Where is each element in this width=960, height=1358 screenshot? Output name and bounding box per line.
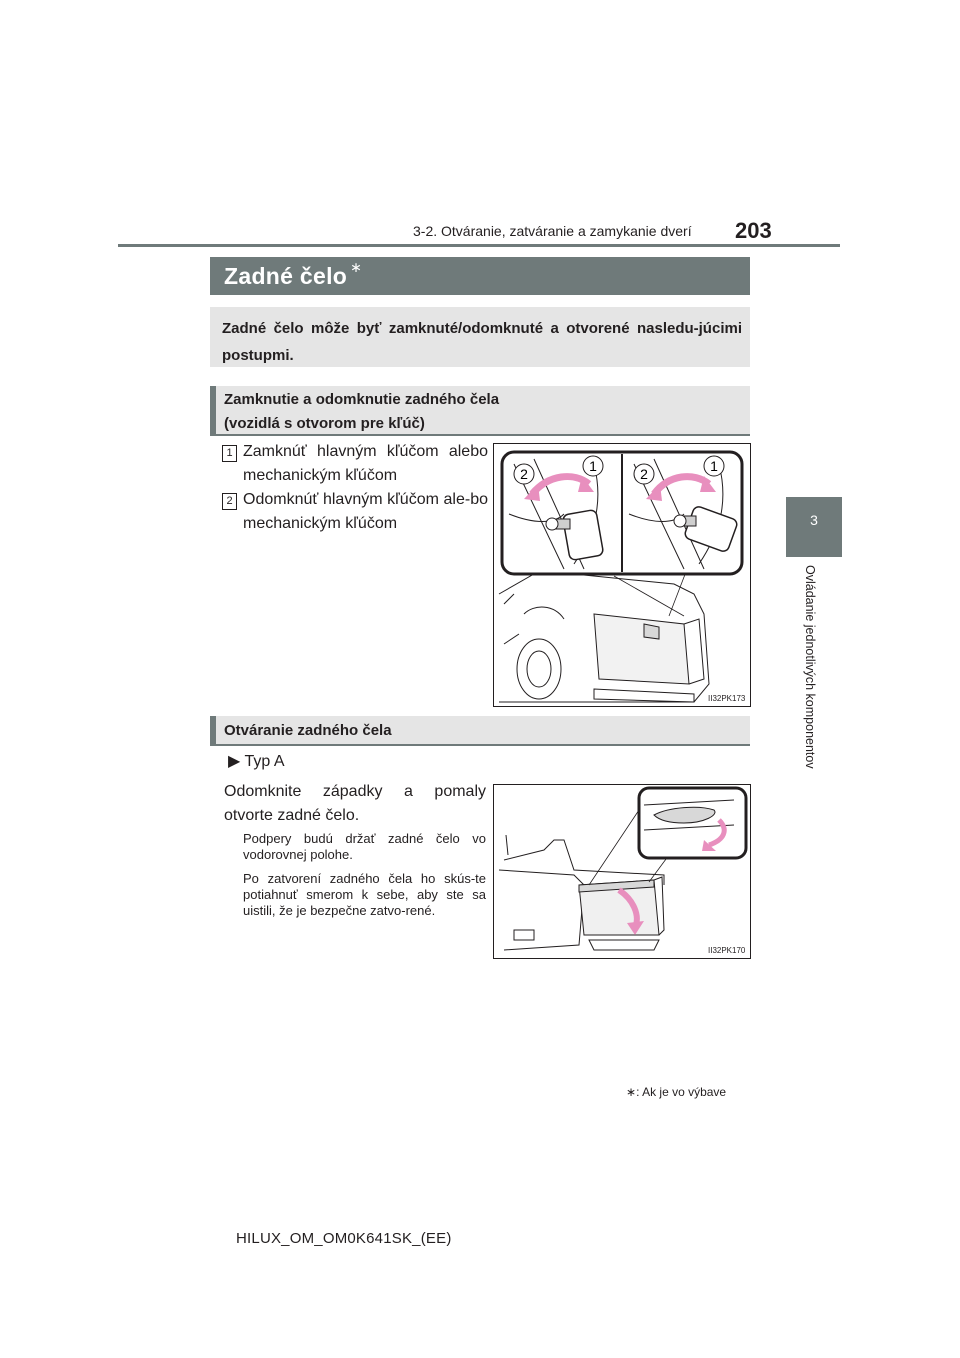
page-number: 203 [735, 218, 772, 243]
figure1-code: II32PK173 [708, 694, 746, 703]
fig1-label-b: 1 [589, 458, 597, 474]
section1-accent [210, 386, 216, 434]
key-lock-illustration [494, 444, 750, 706]
chapter-number: 3 [810, 512, 818, 528]
title-mark: ∗ [350, 259, 363, 275]
footnote [626, 1085, 726, 1099]
note-check-closed: Po zatvorení zadného čela ho skús-te potiahnuť smerom k sebe, aby ste sa uistili, že je bezpečne zatvo-rené. [243, 871, 486, 918]
section1-heading [224, 388, 499, 436]
step-number-1: 1 [222, 445, 237, 462]
figure-key-lock [493, 443, 751, 707]
note-supports: Podpery budú držať zadné čelo vo vodorovnej polohe. [243, 831, 486, 862]
header-rule [118, 244, 840, 247]
fig1-label-d: 1 [710, 458, 718, 474]
fig1-label-c: 2 [640, 466, 648, 482]
section-header: 3-2. Otváranie, zatváranie a zamykanie dverí [413, 223, 692, 239]
chapter-label: Ovládanie jednotlivých komponentov [803, 565, 817, 769]
figure2-code: II32PK170 [708, 946, 746, 955]
type-label-text: Typ A [244, 753, 285, 770]
section2-heading: Otváranie zadného čela [224, 722, 392, 739]
intro-text: Zadné čelo môže byť zamknuté/odomknuté a otvorené nasledu-júcimi postupmi. [222, 320, 742, 364]
type-label [228, 750, 285, 774]
footnote-text: : Ak je vo výbave [636, 1085, 727, 1099]
fig1-label-a: 2 [520, 466, 528, 482]
tailgate-illustration [494, 785, 750, 958]
open-instruction: Odomknite západky a pomaly otvorte zadné čelo. [224, 783, 486, 824]
section2-accent [210, 716, 216, 744]
figure-tailgate-open [493, 784, 751, 959]
triangle-bullet-icon: ▶ [228, 753, 241, 770]
step-text-1: Zamknúť hlavným kľúčom alebo mechanickým kľúčom [243, 443, 488, 484]
page-title [224, 259, 363, 290]
step-number-2: 2 [222, 493, 237, 510]
section1-heading-line1: Zamknutie a odomknutie zadného čela [224, 391, 500, 408]
footnote-mark: ∗ [626, 1085, 637, 1099]
step-text-2: Odomknúť hlavným kľúčom ale-bo mechanickým kľúčom [243, 491, 488, 532]
document-code: HILUX_OM_OM0K641SK_(EE) [236, 1230, 452, 1247]
section1-heading-line2: (vozidlá s otvorom pre kľúč) [224, 415, 425, 432]
title-text: Zadné čelo [224, 263, 348, 289]
